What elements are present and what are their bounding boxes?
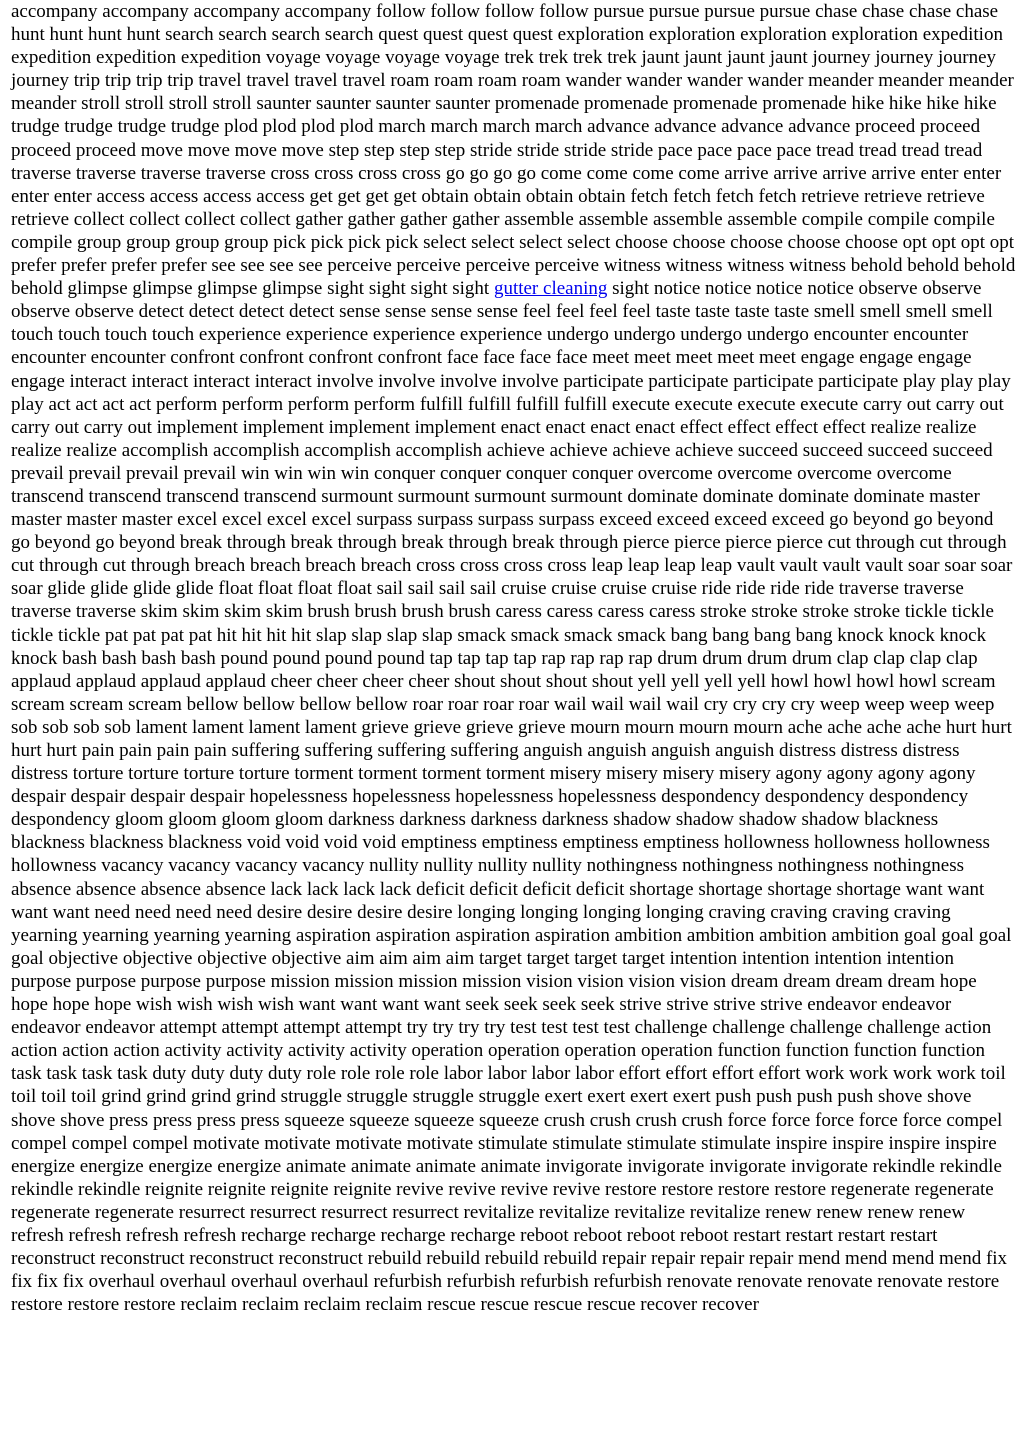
gutter-cleaning-link[interactable]: gutter cleaning [493,278,608,300]
paragraph-text-before-link: accompany accompany accompany accompany follow follow follow follow pursue pursue pursue pursue chase chase chase chase hunt hunt hunt hunt search search search search quest quest quest quest exploration exploration exploration exploration expedition expedition expedition expedition voyage voyage voyage voyage trek trek trek trek jaunt jaunt jaunt jaunt journey journey journey journey trip trip trip trip travel travel travel travel roam roam roam roam wander wander wander wander meander meander meander meander stroll stroll stroll stroll saunter saunter saunter saunter promenade promenade promenade promenade hike hike hike hike trudge trudge trudge trudge plod plod plod plod march march march march advance advance advance advance proceed proceed proceed proceed move move move move step step step step stride stride stride stride pace pace pace pace tread tread tread tread traverse traverse traverse traverse cross cross cross cross go go go go come come come come arrive arrive arrive arrive enter enter enter enter access access access access get get get get obtain obtain obtain obtain fetch fetch fetch fetch retrieve retrieve retrieve retrieve collect collect collect collect gather gather gather gather assemble assemble assemble assemble compile compile compile compile group group group group pick pick pick pick select select select select choose choose choose choose choose opt opt opt opt prefer prefer prefer prefer see see see see perceive perceive perceive perceive witness witness witness witness behold behold behold behold glimpse glimpse glimpse glimpse sight sight sight sight [11,1,1016,300]
body-paragraph [11,0,1016,1316]
paragraph-text-after-link: sight notice notice notice notice observe observe observe observe detect detect detect detect sense sense sense sense feel feel feel feel taste taste taste taste smell smell smell smell touch touch touch touch experience experience experience experience undergo undergo undergo undergo encounter encounter encounter encounter confront confront confront confront face face face face meet meet meet meet meet engage engage engage engage interact interact interact interact involve involve involve involve participate participate participate participate play play play play act act act act perform perform perform perform fulfill fulfill fulfill fulfill execute execute execute execute carry out carry out carry out carry out implement implement implement implement enact enact enact enact effect effect effect effect realize realize realize realize accomplish accomplish accomplish accomplish achieve achieve achieve achieve succeed succeed succeed succeed prevail prevail prevail prevail win win win win conquer conquer conquer conquer overcome overcome overcome overcome transcend transcend transcend transcend surmount surmount surmount surmount dominate dominate dominate dominate master master master master excel excel excel excel surpass surpass surpass surpass exceed exceed exceed exceed go beyond go beyond go beyond go beyond break through break through break through break through pierce pierce pierce pierce cut through cut through cut through cut through breach breach breach breach cross cross cross cross leap leap leap leap vault vault vault vault soar soar soar soar glide glide glide glide float float float float sail sail sail sail cruise cruise cruise cruise ride ride ride ride traverse traverse traverse traverse skim skim skim skim brush brush brush brush caress caress caress caress stroke stroke stroke stroke tickle tickle tickle tickle pat pat pat pat hit hit hit hit slap slap slap slap smack smack smack smack bang bang bang bang knock knock knock knock bash bash bash bash pound pound pound pound tap tap tap tap rap rap rap rap drum drum drum drum clap clap clap clap applaud applaud applaud applaud cheer cheer cheer cheer shout shout shout shout yell yell yell yell howl howl howl howl scream scream scream scream bellow bellow bellow bellow roar roar roar roar wail wail wail wail cry cry cry cry weep weep weep weep sob sob sob sob lament lament lament lament grieve grieve grieve grieve mourn mourn mourn mourn ache ache ache ache hurt hurt hurt hurt pain pain pain pain suffering suffering suffering suffering anguish anguish anguish anguish distress distress distress distress torture torture torture torture torment torment torment torment misery misery misery misery agony agony agony agony despair despair despair despair hopelessness hopelessness hopelessness hopelessness despondency despondency despondency despondency gloom gloom gloom gloom darkness darkness darkness darkness shadow shadow shadow shadow blackness blackness blackness blackness void void void void emptiness emptiness emptiness emptiness hollowness hollowness hollowness hollowness vacancy vacancy vacancy vacancy nullity nullity nullity nullity nothingness nothingness nothingness nothingness absence absence absence absence lack lack lack lack deficit deficit deficit deficit shortage shortage shortage shortage want want want want need need need need desire desire desire desire longing longing longing longing craving craving craving craving yearning yearning yearning yearning aspiration aspiration aspiration aspiration ambition ambition ambition ambition goal goal goal goal objective objective objective objective aim aim aim aim target target target target intention intention intention intention purpose purpose purpose purpose mission mission mission mission vision vision vision vision dream dream dream dream hope hope hope hope wish wish wish wish want want want want seek seek seek seek strive strive strive strive endeavor endeavor endeavor endeavor attempt attempt attempt attempt try try try try test test test test challenge challenge challenge challenge action action action action activity activity activity activity operation operation operation operation function function function function task task task task duty duty duty duty role role role role labor labor labor labor effort effort effort effort work work work work toil toil toil toil grind grind grind grind struggle struggle struggle struggle exert exert exert exert push push push push shove shove shove shove press press press press squeeze squeeze squeeze squeeze crush crush crush crush force force force force force compel compel compel compel motivate motivate motivate motivate stimulate stimulate stimulate stimulate inspire inspire inspire inspire energize energize energize energize animate animate animate animate invigorate invigorate invigorate invigorate rekindle rekindle rekindle rekindle reignite reignite reignite reignite revive revive revive revive restore restore restore restore regenerate regenerate regenerate regenerate resurrect resurrect resurrect resurrect revitalize revitalize revitalize revitalize renew renew renew renew refresh refresh refresh refresh recharge recharge recharge recharge reboot reboot reboot reboot restart restart restart restart reconstruct reconstruct reconstruct reconstruct rebuild rebuild rebuild rebuild repair repair repair repair mend mend mend mend fix fix fix fix overhaul overhaul overhaul overhaul refurbish refurbish refurbish refurbish renovate renovate renovate renovate restore restore restore restore reclaim reclaim reclaim reclaim rescue rescue rescue rescue recover recover [11,278,1013,1316]
